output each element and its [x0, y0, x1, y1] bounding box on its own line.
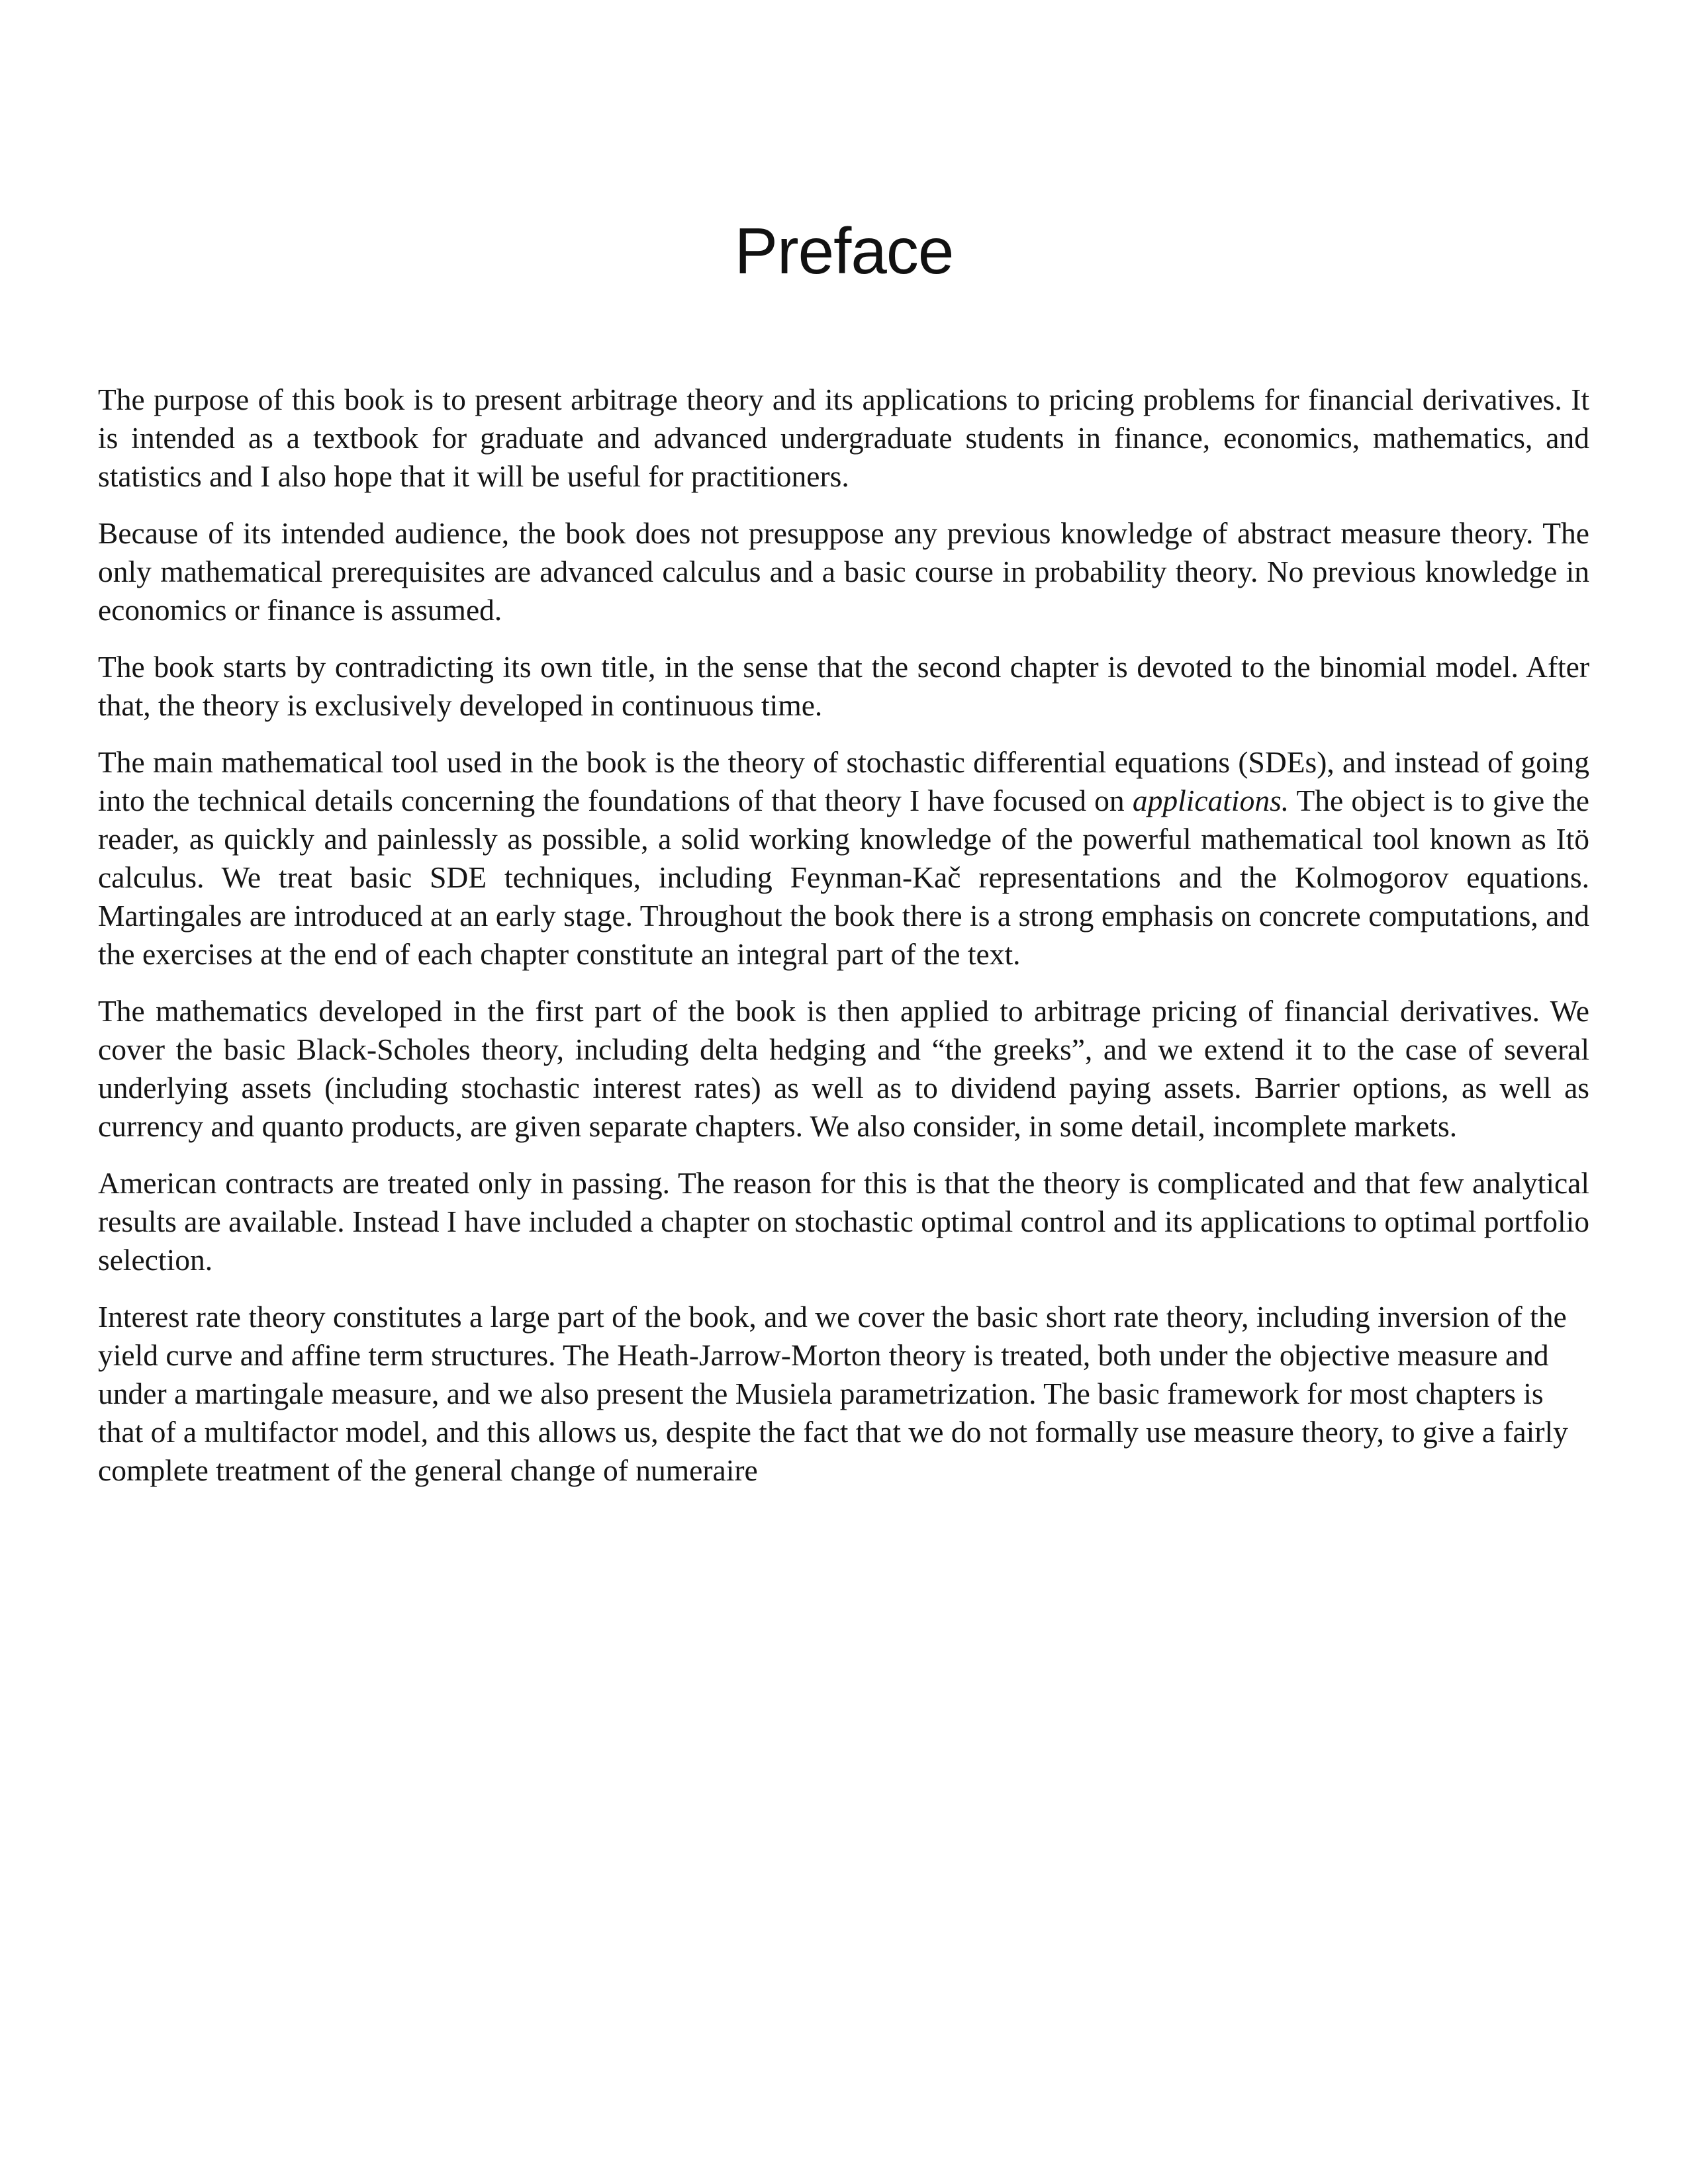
page-title: Preface [734, 214, 954, 287]
paragraph-purpose: The purpose of this book is to present arbitrage theory and its applications to pricing problems for financial derivatives. It is intended as a textbook for graduate and advanced undergraduate students in finance, economics, mathematics, and statistics and I also hope that it will be useful for practitioners. [98, 383, 1589, 493]
paragraph-text-segment: The main mathematical tool used in the book is the theory of stochastic differential equations (SDEs), and instead of going into the technical details concerning the foundations of that theory I have focused on [98, 745, 1589, 817]
preface-body [98, 381, 1589, 1508]
paragraph-audience: Because of its intended audience, the book does not presuppose any previous knowledge of abstract measure theory. The only mathematical prerequisites are advanced calculus and a basic course in probability theory. No previous knowledge in economics or finance is assumed. [98, 516, 1589, 627]
paragraph-mathematical-tool [98, 743, 1589, 974]
paragraph-interest-rate-theory: Interest rate theory constitutes a large part of the book, and we cover the basic short rate theory, including inversion of the yield curve and affine term structures. The Heath-Jarrow-Morton theory is treated, both under the objective measure and under a martingale measure, and we also present the Musiela parametrization. The basic framework for most chapters is that of a multifactor model, and this allows us, despite the fact that we do not formally use measure theory, to give a fairly complete treatment of the general change of numeraire [98, 1300, 1568, 1487]
paragraph-text-segment: The object is to give the reader, as quickly and painlessly as possible, a solid working knowledge of the powerful mathematical tool known as Itö calculus. We treat basic SDE techniques, including Feynman-Kač representations and the Kolmogorov equations. Martingales are introduced at an early stage. Throughout the book there is a strong emphasis on concrete computations, and the exercises at the end of each chapter constitute an integral part of the text. [98, 784, 1589, 971]
paragraph-arbitrage-pricing: The mathematics developed in the first part of the book is then applied to arbitrage pricing of financial derivatives. We cover the basic Black-Scholes theory, including delta hedging and “the greeks”, and we extend it to the case of several underlying assets (including stochastic interest rates) as well as to dividend paying assets. Barrier options, as well as currency and quanto products, are given separate chapters. We also consider, in some detail, incomplete markets. [98, 994, 1589, 1143]
emphasis-applications: applications. [1132, 784, 1289, 817]
paragraph-binomial: The book starts by contradicting its own title, in the sense that the second chapter is devoted to the binomial model. After that, the theory is exclusively developed in continuous time. [98, 650, 1589, 722]
paragraph-american-contracts: American contracts are treated only in passing. The reason for this is that the theory is complicated and that few analytical results are available. Instead I have included a chapter on stochastic optimal control and its applications to optimal portfolio selection. [98, 1166, 1589, 1277]
